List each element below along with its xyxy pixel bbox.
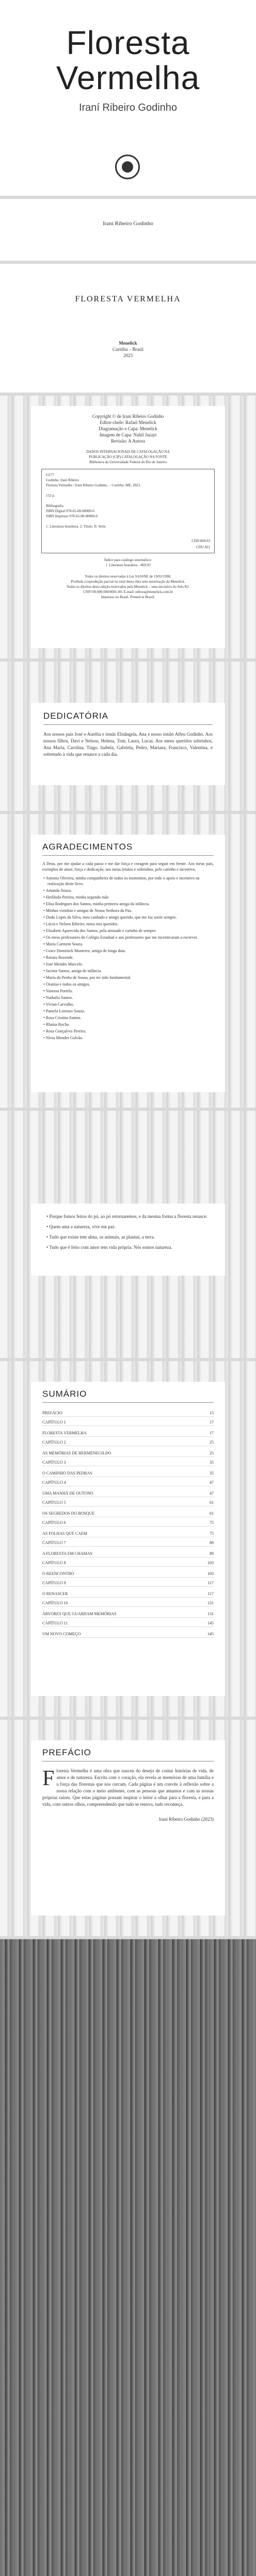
toc-label: CAPÍTULO 5 — [42, 1500, 66, 1505]
preface-text: loresta Vermelha é uma obra que nasceu do desejo de contar histórias de vida, de amor e de natureza. Escrita com o coração, ela revela as memórias de uma família e a força das florestas que nos cercam. Cada página é um convite à reflexão sobre a nossa relação com o meio ambiente, com as pessoas que amamos e com as nossas próprias raízes. Que estas páginas possam inspirar o leitor a olhar para a floresta, e para a vida, com outros olhos, compreendendo que tudo se renova, tudo recomeça. — [42, 1768, 214, 1807]
acknowledgment-item: • Maria da Penha de Sousa, por ter sido fundamental. — [43, 975, 132, 980]
toc-label: UMA MANHÃ DE OUTONO — [42, 1491, 93, 1496]
epigraph-line: • Porque fomos feitos do pó, ao pó retornaremos, e da mesma forma a floresta renasce. — [46, 1214, 208, 1219]
toc-row[interactable] — [42, 1631, 214, 1638]
credit-line: Diagramação e Capa: Menelick — [99, 426, 157, 431]
toc-row[interactable] — [42, 1611, 214, 1618]
cip-line: ISBN Digital 978-65-00-00000-0 — [46, 509, 94, 513]
toc-page-number: 47 — [210, 1491, 214, 1496]
rights-notice — [41, 574, 215, 600]
index-header: Índice para catálogo sistemático: — [104, 558, 152, 562]
acknowledgment-item: • Lúcia e Nelson Ribeiro, meus tios queridos. — [43, 922, 119, 926]
cip-line: 1. Literatura brasileira. 2. Título. II. Série — [46, 524, 106, 529]
toc-row[interactable] — [42, 1571, 214, 1578]
toc-row[interactable] — [42, 1591, 214, 1598]
toc-row[interactable] — [42, 1480, 214, 1486]
toc-page-number: 35 — [210, 1471, 214, 1476]
acknowledgment-item: • Oranisa e todos os amigos. — [43, 982, 90, 987]
toc-row[interactable] — [42, 1450, 214, 1457]
epigraph-box — [31, 1204, 225, 1276]
toc-page-number: 145 — [207, 1621, 214, 1625]
toc-page-number: 35 — [210, 1460, 214, 1465]
forest-photo-page — [0, 1939, 256, 2576]
toc-label: AS FOLHAS QUE CAEM — [42, 1531, 87, 1536]
acknowledgment-item: • Rosa Gonçalves Pereira. — [43, 1029, 87, 1033]
cover-title-line2: Vermelha — [56, 59, 200, 96]
publisher-place: Curitiba – Brasil — [113, 347, 143, 352]
publisher-logo-icon — [115, 155, 140, 179]
dedication-title: DEDICATÓRIA — [43, 711, 108, 721]
toc-list — [42, 1410, 214, 1638]
acknowledgment-item: • Jacinta Santos, amiga de infância. — [43, 969, 102, 973]
toc-page-number: 25 — [210, 1451, 214, 1455]
toc-label: PREFÁCIO — [42, 1411, 62, 1415]
acknowledgments-title: AGRADECIMENTOS — [42, 842, 133, 852]
toc-label: O REENCONTRO — [42, 1571, 74, 1576]
catalog-header-line: Biblioteca da Universidade Federal do Rio de Janeiro — [89, 460, 167, 464]
toc-row[interactable] — [42, 1560, 214, 1567]
acknowledgments-page — [0, 814, 256, 1108]
acknowledgment-item: • Rosa Cristina Santos. — [43, 1015, 82, 1020]
acknowledgments-intro: A Deus, por me ajudar a cada passo e me dar força e coragem para seguir em frente. Aos meus pais, exemplos de amor, força e dedicação; aos meus irmãos e sobrinhos, pelo carinho e incentivo. — [42, 861, 214, 872]
book-title: FLORESTA VERMELHA — [75, 295, 181, 303]
toc-label: CAPÍTULO 1 — [42, 1420, 66, 1425]
acknowledgment-item: • Os meus professores do Colégio Estadual e aos professores que me incentivaram a escrever. — [43, 935, 198, 940]
cip-line — [46, 488, 210, 493]
cip-box — [41, 469, 215, 553]
toc-row[interactable] — [42, 1470, 214, 1477]
preface-body — [42, 1768, 214, 1808]
cdd-code: CDD 869.93 — [191, 539, 210, 543]
toc-page-number: 89 — [210, 1551, 214, 1556]
toc-page-number: 75 — [210, 1531, 214, 1536]
acknowledgment-item: • Elisabete Aparecida dos Santos, pela amizade e carinho de sempre. — [43, 928, 157, 933]
acknowledgment-item: • Vivian Carvalho. — [43, 1002, 74, 1007]
epigraph-line: • Tudo que existe tem alma, os animais, as plantas, a terra. — [46, 1234, 155, 1240]
cip-line: G577 — [46, 473, 54, 477]
toc-row[interactable] — [42, 1419, 214, 1426]
credits-box — [31, 406, 225, 648]
toc-page-number: 75 — [210, 1520, 214, 1525]
cip-lines — [46, 472, 210, 529]
catalog-header — [41, 449, 215, 465]
acknowledgment-item: • Renata Rezende. — [43, 955, 74, 960]
acknowledgment-item: • Vanessa Portela. — [43, 989, 73, 993]
index-line: 1. Literatura brasileira - 869.93 — [105, 563, 151, 567]
toc-page-number: 17 — [210, 1431, 214, 1435]
acknowledgments-list — [42, 875, 214, 1041]
toc-page-number: 131 — [207, 1612, 214, 1616]
acknowledgment-item: • Minhas vizinhas e amigas de Nossa Senhora da Paz. — [43, 908, 133, 913]
credits-list — [41, 413, 215, 444]
rights-line: CNPJ 00.000.000/0001-00. E-mail: editora@menelick.com.br — [83, 590, 173, 594]
cip-line: 152 p. — [46, 494, 55, 498]
epigraph-line: • Tudo que é feito com amor tem vida própria. Nós somos natureza. — [46, 1245, 172, 1250]
credit-line: Copyright © de Iraní Ribeiro Godinho — [92, 414, 164, 419]
epigraph-list — [45, 1213, 211, 1251]
acknowledgment-item: • Elisa Rodrigues dos Santos, minha primeira amiga da infância. — [43, 902, 150, 906]
toc-row[interactable] — [42, 1439, 214, 1446]
toc-row[interactable] — [42, 1410, 214, 1417]
toc-row[interactable] — [42, 1580, 214, 1587]
publisher-year: 2023 — [123, 353, 133, 358]
catalog-header-line: DADOS INTERNACIONAIS DE CATALOGAÇÃO NA — [86, 450, 170, 454]
toc-row[interactable] — [42, 1460, 214, 1466]
cip-line: Godinho, Iraní Ribeiro — [46, 478, 79, 482]
toc-label: CAPÍTULO 10 — [42, 1601, 68, 1605]
title-page — [0, 264, 256, 393]
dedication-text: Aos nossos pais José e Aurélia e irmãs Elisângela, Ana e nosso irmão Alfeu Godinho. Aos nossos filhos, Davi e Nelson, Helena, Tom, Laura, Lucas. Aos meus queridos sobrinhos, Ana Maria, Carolina, Tiago, Isabela, Gabriela, Pedro, Mariana, Francisco, Valentina, e sobretudo à vida que renasce a cada dia. — [43, 732, 213, 757]
toc-row[interactable] — [42, 1500, 214, 1506]
toc-page-number: 103 — [207, 1561, 214, 1565]
acknowledgment-item: • José Mendes Marcelo. — [43, 962, 83, 967]
toc-row[interactable] — [42, 1511, 214, 1517]
catalog-header-line: PUBLICAÇÃO (CIP) CATALOGAÇÃO NA FONTE — [89, 455, 167, 459]
cover-page — [0, 0, 256, 196]
toc-page-number: 61 — [210, 1500, 214, 1505]
rights-line: Proibida a reprodução parcial ou total desta obra sem autorização da Menelick. — [71, 580, 185, 584]
credit-line: Revisão: A Autora — [111, 438, 145, 444]
toc-label: A FLORESTA EM CHAMAS — [42, 1551, 92, 1556]
dedication-box — [31, 703, 225, 785]
toc-label: UM NOVO COMEÇO — [42, 1632, 81, 1636]
cover-author: Iraní Ribeiro Godinho — [78, 102, 178, 113]
preface-drop-cap: F — [42, 1767, 55, 1790]
toc-page — [0, 1361, 256, 1717]
dedication-page — [0, 662, 256, 811]
preface-signature: Iraní Ribeiro Godinho (2023) — [158, 1817, 214, 1822]
cip-line: Bibliografia — [46, 504, 63, 508]
toc-page-number: 89 — [210, 1540, 214, 1545]
toc-page-number: 131 — [207, 1601, 214, 1605]
toc-label: CAPÍTULO 11 — [42, 1621, 68, 1625]
toc-page-number: 17 — [210, 1420, 214, 1425]
acknowledgments-box — [31, 835, 225, 1092]
rights-line: Todos os direitos reservados à Lei 9.610/98, de 19/02/1998. — [85, 574, 171, 579]
toc-page-number: 15 — [210, 1411, 214, 1415]
credits-page — [0, 396, 256, 658]
cip-line: Floresta Vermelha / Iraní Ribeiro Godinho. – Curitiba: ME, 2023. — [46, 483, 141, 487]
publisher-name: Menelick — [119, 341, 137, 346]
toc-page-number: 25 — [210, 1440, 214, 1445]
acknowledgment-item: • Pamela Lorenzo Souza. — [43, 1009, 85, 1013]
preface-title: PREFÁCIO — [42, 1748, 91, 1757]
cip-line — [46, 498, 210, 503]
toc-label: CAPÍTULO 9 — [42, 1581, 66, 1585]
toc-label: FLORESTA VERMELHA — [42, 1431, 87, 1435]
toc-label: OS SEGREDOS DO BOSQUE — [42, 1511, 95, 1516]
credit-line: Editor-chefe: Rafael Menelick — [100, 420, 156, 425]
toc-label: CAPÍTULO 6 — [42, 1520, 66, 1525]
toc-row[interactable] — [42, 1430, 214, 1437]
credit-line: Imagem de Capa: Nabil Jazayi — [99, 432, 157, 437]
toc-label: CAPÍTULO 2 — [42, 1440, 66, 1445]
toc-row[interactable] — [42, 1620, 214, 1627]
toc-row[interactable] — [42, 1490, 214, 1497]
toc-page-number: 47 — [210, 1480, 214, 1485]
epigraph-page — [0, 1111, 256, 1358]
preface-page — [0, 1720, 256, 1936]
acknowledgment-item: • Nathalia Santos. — [43, 995, 73, 1000]
toc-page-number: 117 — [207, 1581, 214, 1585]
acknowledgment-item: • Antonia Oliveira, minha companheira de todos os momentos, por todo o apoio e incentivo na realização deste livro. — [43, 876, 200, 886]
toc-label: CAPÍTULO 3 — [42, 1460, 66, 1465]
toc-label: CAPÍTULO 7 — [42, 1540, 66, 1545]
cip-line: ISBN Impresso 978-65-00-00000-0 — [46, 514, 98, 518]
toc-box — [31, 1382, 225, 1696]
toc-row[interactable] — [42, 1520, 214, 1527]
preface-box — [31, 1740, 225, 1916]
toc-label: O CAMINHO DAS PEDRAS — [42, 1471, 92, 1476]
half-title-author: Iraní Ribeiro Godinho — [103, 221, 153, 227]
toc-title: SUMÁRIO — [42, 1389, 87, 1399]
acknowledgment-item: • Grace Dominick Monteiro, amiga de longa data. — [43, 948, 126, 953]
toc-page-number: 145 — [207, 1632, 214, 1636]
cdu-code: CDU 821 — [196, 545, 210, 549]
toc-label: AS MEMÓRIAS DE HERMENEGILDO — [42, 1451, 111, 1455]
acknowledgment-item: • Dudu Lopes da Silva, meu cunhado e amigo querido, que me faz sorrir sempre. — [43, 915, 177, 920]
toc-label: ÁRVORES QUE GUARDAM MEMÓRIAS — [42, 1612, 117, 1616]
toc-page-number: 117 — [207, 1591, 214, 1596]
acknowledgment-item: • Rhaisa Rocha. — [43, 1022, 70, 1027]
half-title-page — [0, 199, 256, 261]
cip-line — [46, 519, 210, 524]
toc-page-number: 61 — [210, 1511, 214, 1516]
rights-line: Todos os direitos desta edição reservados pela Menelick – uma iniciativa do Selo RJ. — [67, 585, 189, 589]
toc-row[interactable] — [42, 1531, 214, 1537]
acknowledgment-item: • Nívia Mendes Galvão. — [43, 1036, 84, 1040]
cover-title-line1: Floresta — [66, 24, 190, 61]
rights-line: Impresso no Brasil. Printed in Brazil. — [101, 595, 155, 599]
toc-page-number: 103 — [207, 1571, 214, 1576]
toc-row[interactable] — [42, 1600, 214, 1607]
toc-row[interactable] — [42, 1551, 214, 1557]
epigraph-line: • Quem ama a natureza, vive em paz. — [46, 1224, 116, 1229]
acknowledgment-item: • Herlânda Pereira, minha segunda mãe. — [43, 895, 110, 900]
toc-label: CAPÍTULO 8 — [42, 1561, 66, 1565]
acknowledgment-item: • Maria Carmem Souza. — [43, 942, 83, 946]
toc-label: O RENASCER — [42, 1591, 68, 1596]
toc-row[interactable] — [42, 1540, 214, 1547]
acknowledgment-item: • Amanda Souza. — [43, 888, 72, 893]
toc-label: CAPÍTULO 4 — [42, 1480, 66, 1485]
